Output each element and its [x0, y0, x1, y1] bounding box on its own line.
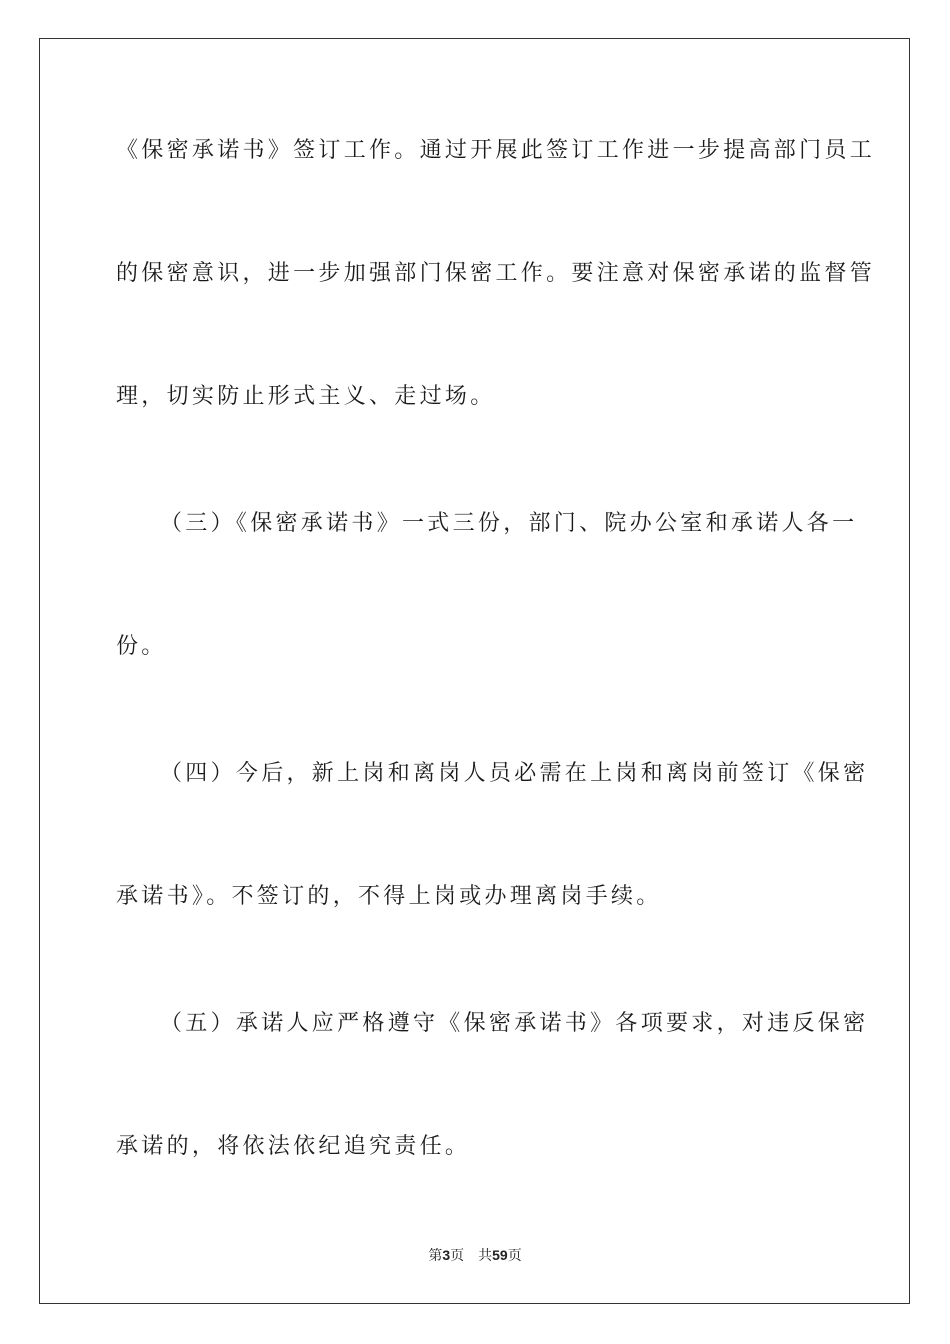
page-border [39, 38, 910, 1304]
page-number: 3 [442, 1247, 451, 1263]
text-line: 的保密意识，进一步加强部门保密工作。要注意对保密承诺的监督管 [116, 261, 876, 286]
text-line: 份。 [116, 634, 167, 659]
total-suffix: 页 [507, 1248, 522, 1264]
text-line: 理，切实防止形式主义、走过场。 [116, 384, 496, 409]
paragraph-three-line: （三）《保密承诺书》一式三份，部门、院办公室和承诺人各一 [160, 511, 858, 536]
text-line: 《保密承诺书》签订工作。通过开展此签订工作进一步提高部门员工 [116, 138, 876, 163]
paragraph-five-line: （五）承诺人应严格遵守《保密承诺书》各项要求，对违反保密 [160, 1011, 869, 1036]
total-prefix: 共 [478, 1248, 493, 1264]
page-suffix: 页 [450, 1248, 465, 1264]
text-line: 承诺书》。不签订的，不得上岗或办理离岗手续。 [116, 884, 662, 909]
paragraph-four-line: （四）今后，新上岗和离岗人员必需在上岗和离岗前签订《保密 [160, 761, 869, 786]
page-footer [0, 1246, 950, 1265]
text-line: 承诺的，将依法依纪追究责任。 [116, 1134, 471, 1159]
total-pages: 59 [492, 1247, 508, 1263]
page-prefix: 第 [428, 1248, 443, 1264]
